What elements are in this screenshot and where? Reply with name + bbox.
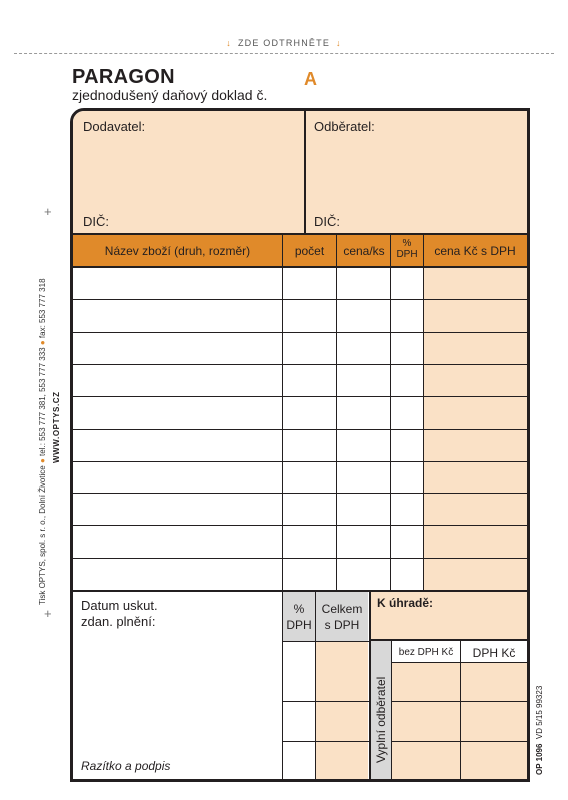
header-vat-amount: DPH Kč xyxy=(472,646,516,660)
total-column-fill xyxy=(316,642,368,779)
table-row[interactable] xyxy=(73,299,527,331)
date-of-taxable-supply-label: Datum uskut. zdan. plnění: xyxy=(81,598,158,629)
customer-dic-label: DIČ: xyxy=(314,214,340,229)
amount-due-label: K úhradě: xyxy=(377,596,434,610)
table-row[interactable] xyxy=(73,364,527,396)
document-subtitle: zjednodušený daňový doklad č. xyxy=(72,87,268,103)
table-row[interactable] xyxy=(73,461,527,493)
registration-plus-icon: + xyxy=(44,606,52,621)
table-row[interactable] xyxy=(73,429,527,461)
header-quantity: počet xyxy=(294,244,325,258)
table-row[interactable] xyxy=(73,267,527,299)
stamp-signature-label: Razítko a podpis xyxy=(81,759,171,773)
registration-plus-icon: + xyxy=(44,204,52,219)
series-letter: A xyxy=(304,69,317,89)
tear-off-text: ZDE ODTRHNĚTE xyxy=(237,38,331,48)
supplier-dic-label: DIČ: xyxy=(83,214,109,229)
header-vat-percent: % DPH xyxy=(396,238,418,260)
customer-label: Odběratel: xyxy=(314,119,375,134)
document-title: PARAGON xyxy=(72,66,175,88)
arrow-down-icon: ↓ xyxy=(336,38,342,48)
table-row[interactable] xyxy=(73,558,527,590)
printer-info: Tisk OPTYS, spol. s r. o., Dolní Životice ● tel.: 553 777 381, 553 777 333 ● fax: 553 777 318 xyxy=(38,278,47,605)
header-price-with-vat: cena Kč s DPH xyxy=(434,244,516,258)
tear-off-dashed-line xyxy=(14,53,554,54)
table-row[interactable] xyxy=(73,493,527,525)
fill-by-customer-label: Vyplní odběratel xyxy=(374,676,388,763)
table-row[interactable] xyxy=(73,396,527,428)
arrow-down-icon: ↓ xyxy=(226,38,232,48)
receipt-form: Dodavatel: Odběratel: DIČ: DIČ: Název zboží (druh, rozměr) počet cena/ks % DPH cena Kč s DPH Datum uskut. zdan. plnění: Razítko a podpis % DPH Celkem s DPH K úhradě: Vyplní odběratel bez DPH Kč DPH Kč xyxy=(70,108,530,782)
header-without-vat: bez DPH Kč xyxy=(398,647,454,658)
table-row[interactable] xyxy=(73,525,527,557)
header-item-name: Název zboží (druh, rozměr) xyxy=(104,244,251,258)
header-unit-price: cena/ks xyxy=(343,244,385,258)
supplier-label: Dodavatel: xyxy=(83,119,146,134)
tear-off-label xyxy=(0,38,568,48)
printer-website: WWW.OPTYS.CZ xyxy=(52,391,61,463)
table-row[interactable] xyxy=(73,332,527,364)
product-code: OP 1096 VD 5/15 99323 xyxy=(535,685,544,775)
